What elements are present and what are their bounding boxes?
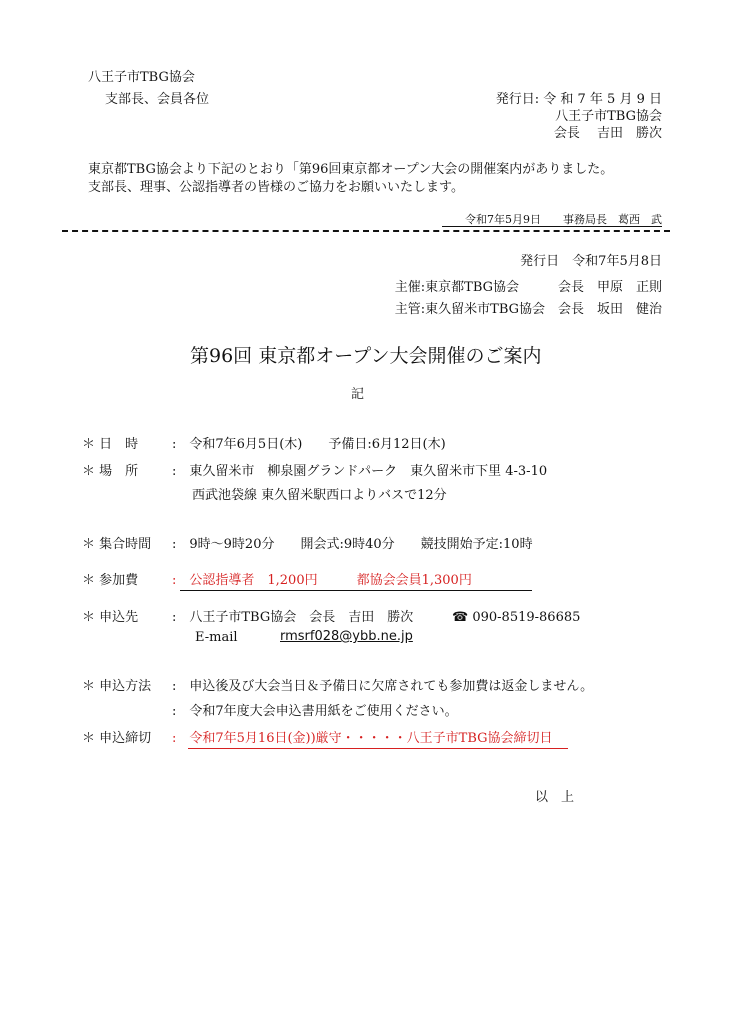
assembly-label: ＊ 集合時間: [82, 537, 152, 552]
page-title: 第96回 東京都オープン大会開催のご案内: [190, 345, 542, 367]
fee-value: : 公認指導者 1,200円 都協会会員1,300円: [172, 573, 472, 588]
method-value-1: : 申込後及び大会当日＆予備日に欠席されても参加費は返金しません。: [172, 679, 594, 694]
email-link[interactable]: rmsrf028@ybb.ne.jp: [280, 629, 413, 644]
announcement-issue-date: 発行日 令和7年5月8日: [520, 254, 662, 269]
body-line-1: 東京都TBG協会より下記のとおり「第96回東京都オープン大会の開催案内がありました。: [88, 162, 614, 177]
issuer-org: 八王子市TBG協会: [555, 109, 662, 124]
cut-line-divider: [62, 230, 670, 232]
venue-value: : 東久留米市 柳泉園グランドパーク 東久留米市下里 4-3-10: [172, 464, 548, 479]
notice-issue-date: 発行日: 令 和 7 年 5 月 9 日: [495, 92, 662, 107]
apply-label: ＊ 申込先: [82, 610, 139, 625]
datetime-value: : 令和7年6月5日(木) 予備日:6月12日(木): [172, 437, 446, 452]
deadline-label: ＊ 申込締切: [82, 731, 152, 746]
notice-footer: 令和7年5月9日 事務局長 葛西 武: [465, 213, 662, 226]
venue-access: 西武池袋線 東久留米駅西口よりバスで12分: [192, 488, 447, 503]
method-value-2: : 令和7年度大会申込書用紙をご使用ください。: [172, 704, 458, 719]
assembly-value: : 9時～9時20分 開会式:9時40分 競技開始予定:10時: [172, 537, 533, 552]
issuer-name: 会長 吉田 勝次: [553, 126, 662, 141]
deadline-underline: [188, 748, 568, 749]
datetime-label: ＊ 日 時: [82, 437, 139, 452]
phone-line: [452, 610, 580, 626]
closing-remark: 以 上: [535, 790, 575, 805]
fee-underline: [180, 590, 532, 591]
organizer: 主管:東久留米市TBG協会 会長 坂田 健治: [394, 302, 662, 317]
phone-icon: ☎: [452, 610, 469, 625]
sponsor: 主催:東京都TBG協会 会長 甲原 正則: [394, 280, 662, 295]
deadline-value: : 令和7年5月16日(金))厳守・・・・・八王子市TBG協会締切日: [172, 731, 553, 746]
fee-label: ＊ 参加費: [82, 573, 139, 588]
venue-label: ＊ 場 所: [82, 464, 139, 479]
method-label: ＊ 申込方法: [82, 679, 152, 694]
org-name: 八王子市TBG協会: [88, 70, 195, 85]
email-label: E-mail: [195, 630, 238, 645]
ki-mark: 記: [351, 387, 365, 402]
footer-underline: [442, 226, 662, 227]
recipients: 支部長、会員各位: [105, 92, 210, 107]
apply-value: : 八王子市TBG協会 会長 吉田 勝次: [172, 610, 414, 625]
body-line-2: 支部長、理事、公認指導者の皆様のご協力をお願いいたします。: [88, 180, 464, 195]
phone-number: 090-8519-86685: [472, 610, 581, 625]
